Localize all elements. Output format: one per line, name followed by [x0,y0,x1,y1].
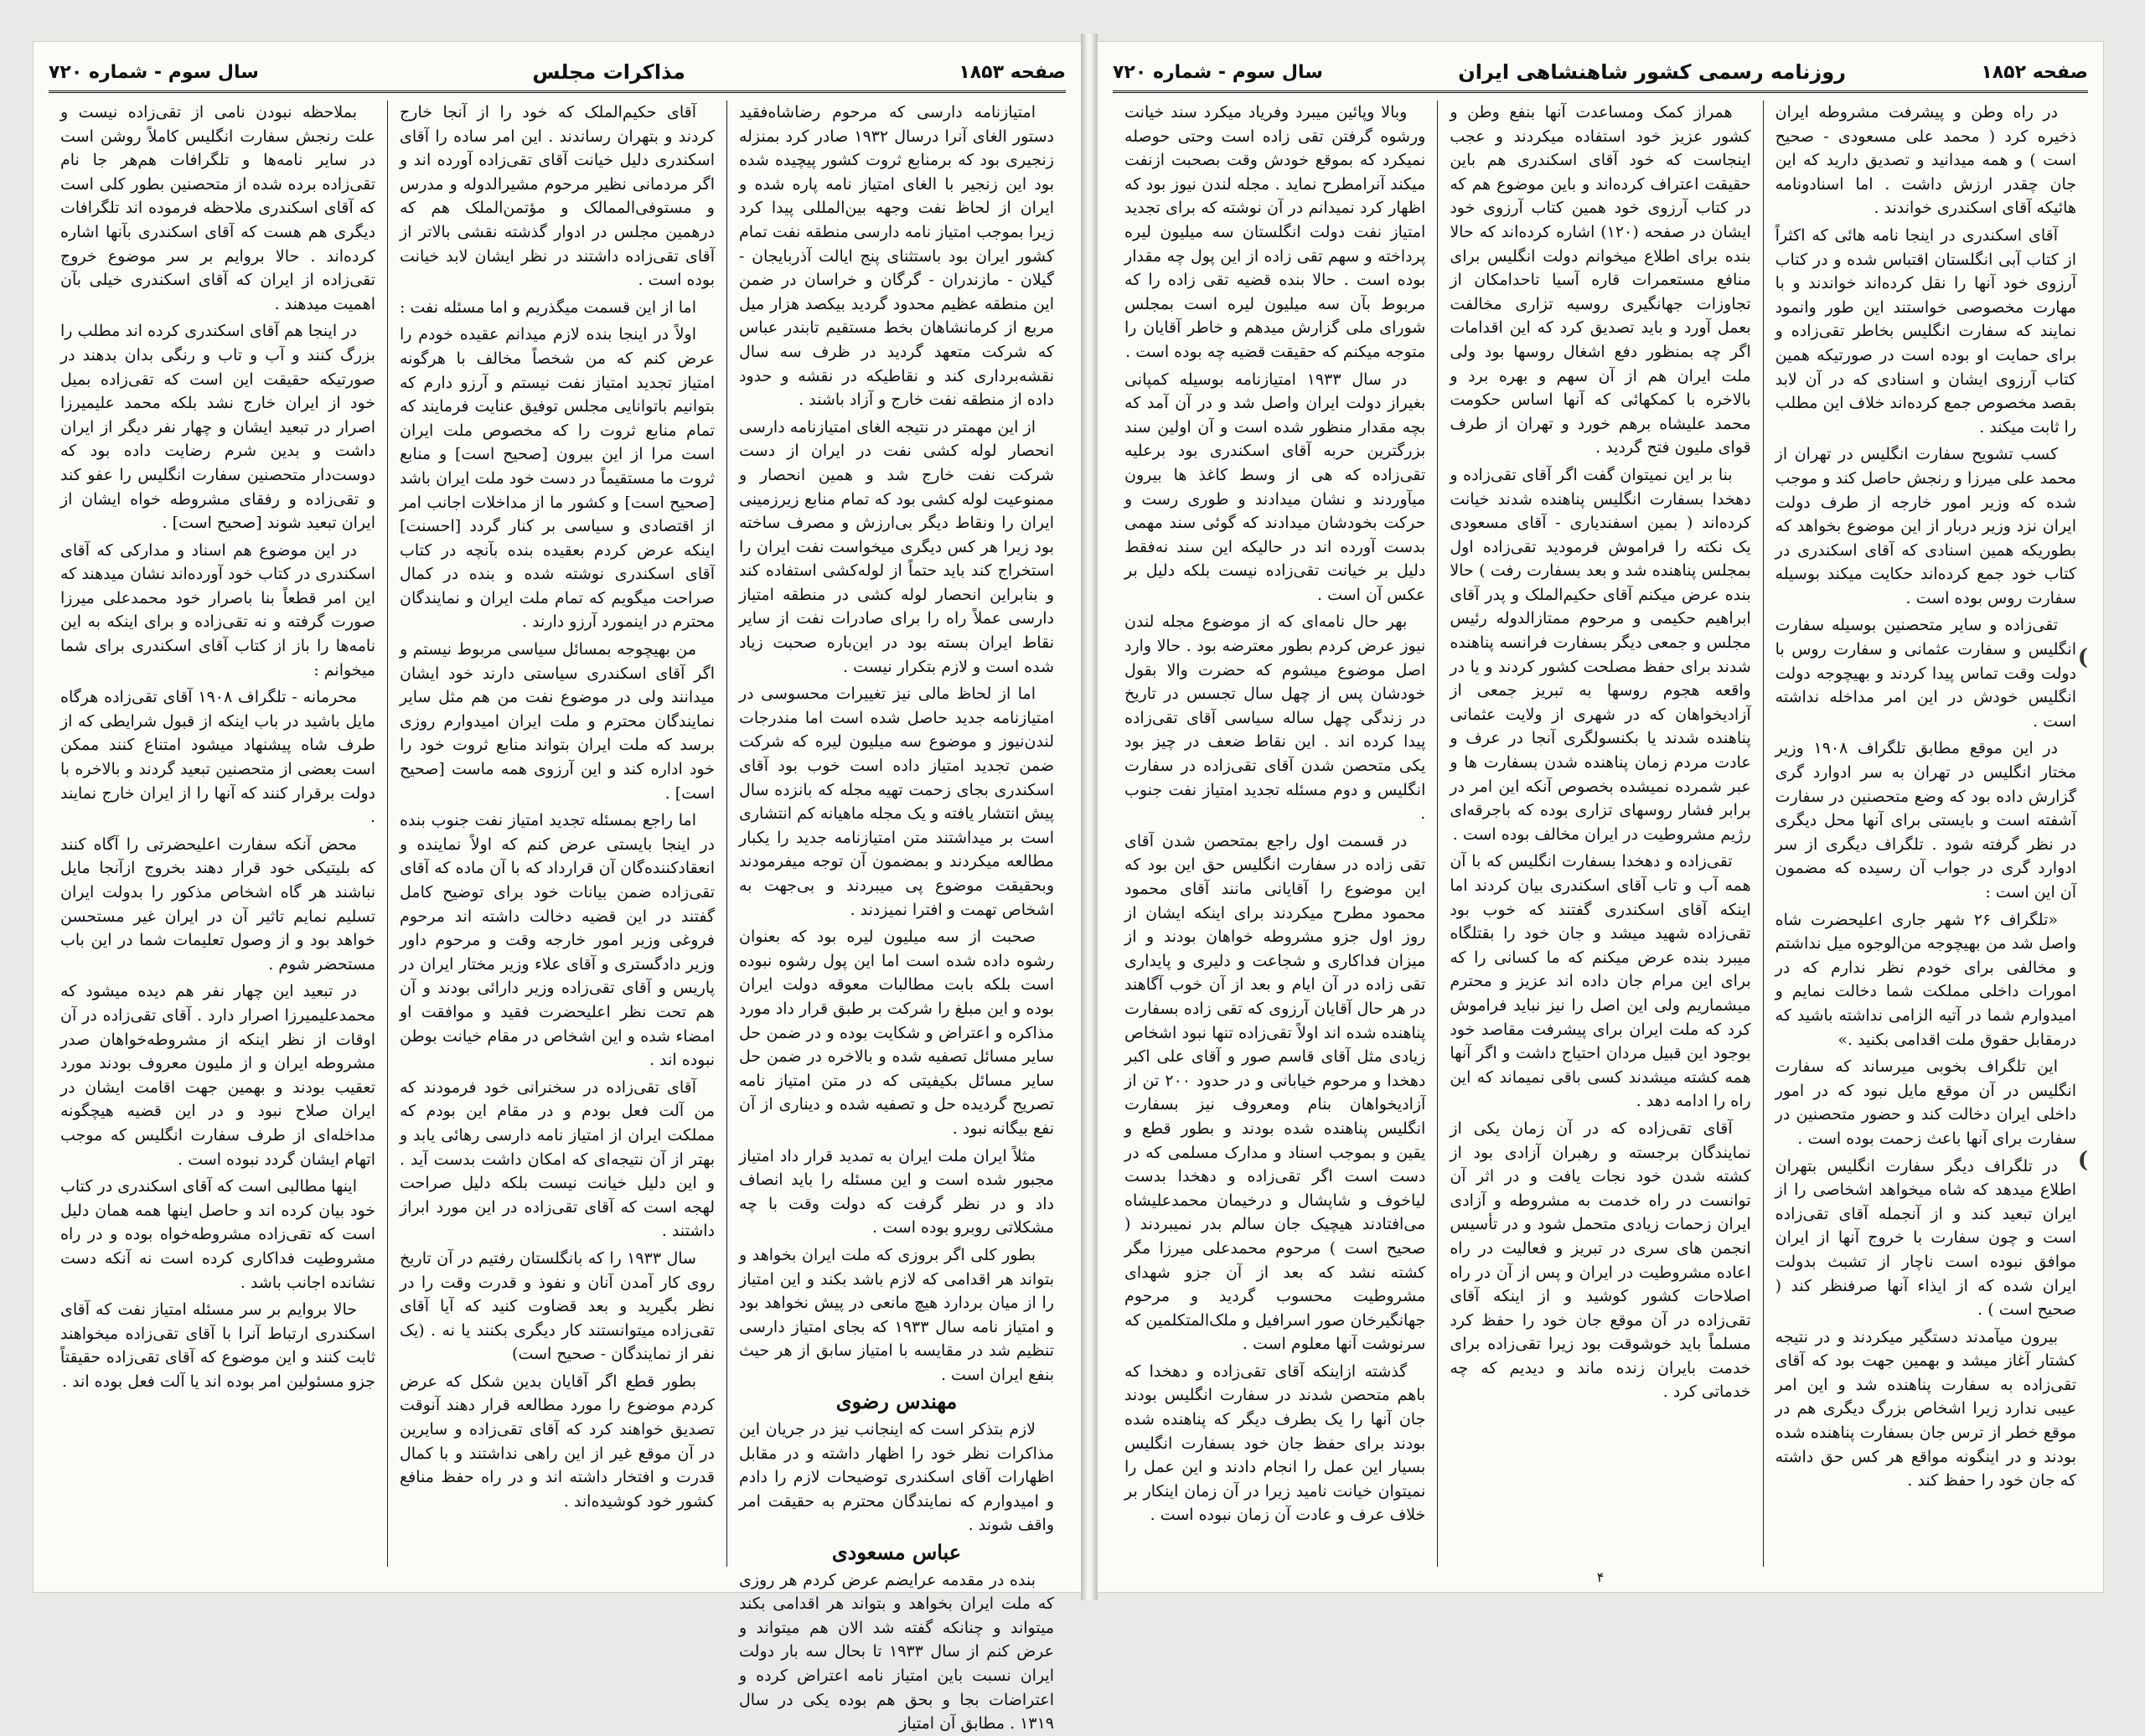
right-page [1098,42,2103,1592]
article-paragraph: اما راجع بمسئله تجدید امتیاز نفت جنوب بنده در اینجا بایستی عرض کنم که اولاً نماینده و انعقادکننده‌گان آن قرارداد که با آن ماده که آقای تقی‌زاده ضمن بیانات خود برای توضیح کامل گفتند در این قضیه دخالت داشته اند مرحوم فروغی وزیر امور خارجه وقت و مرحوم داور وزیر دادگستری و آقای علاء وزیر مختار ایران در پاریس و آقای تقی‌زاده وزیر دارائی بودند و آن هم تحت نظر اعلیحضرت فقید و موافقت او امضاء شده و این اشخاص در مقام خیانت بوطن نبوده اند . [400,811,715,1070]
left-page-header [49,54,1066,93]
right-page-number: صفحه ۱۸۵۲ [1981,61,2088,83]
article-paragraph: ‏اینها مطالبی است که آقای اسکندری در کتاب خود بیان کرده اند و حاصل اینها همه همان دلیل است که تقی‌زاده مشروطه‌خواه بوده و در راه مشروطیت فداکاری کرده است نه آنکه دست نشانده اجانب باشد . [60,1177,375,1292]
article-paragraph: من بهیچوجه بمسائل سیاسی مربوط نیستم و اگر آقای اسکندری سیاستی دارند خود ایشان میدانند ولی در موضوع نفت من هم مثل سایر نمایندگان محترم و ملت ایران امیدوارم روزی برسد که ملت ایران بتواند منابع ثروت خود را خود اداره کند و این آرزوی همه ماست [صحیح است] . [400,640,715,803]
left-page-columns [49,101,1066,1733]
article-paragraph: آقای اسکندری در اینجا نامه هائی که اکثراً از کتاب آبی انگلستان اقتباس شده و در کتاب آرزوی خود آنها را نقل کرده‌اند خواندند و با مهارت مخصوصی خواستند این طور وانمود نمایند که سفارت انگلیس بخاطر تقی‌زاده و برای حمایت او بوده است در صورتیکه همین کتاب آرزوی ایشان و اسنادی که در آن لابد بقصد مخصوص جمع کرده‌اند خلاف این مطلب را ثابت میکند . [1775,225,2076,437]
speaker-name: عباس مسعودی [831,1540,962,1565]
article-paragraph: ‏در این موقع مطابق تلگراف ۱۹۰۸ وزیر مختار انگلیس در تهران به سر ادوارد گری گزارش داده بود که وضع متحصنین در سفارت آشفته است و بایستی برای آنها محل دیگری در نظر گرفته شود . تلگراف دیگری از سر ادوارد گری در جواب آن رسیده که مضمون آن این است : [1775,739,2076,902]
article-paragraph: ‏بهر حال نامه‌ای که از موضوع مجله لندن نیوز عرض کردم بطور معترضه بود . حالا وارد اصل موضوع میشوم که حضرت والا بقول خودشان پس از چهل سال تجسس در تاریخ در زندگی چهل ساله سیاسی آقای تقی‌زاده پیدا کرده اند . این نقاط ضعف در چیز بود یکی متحصن شدن آقای تقی‌زاده در سفارت انگلیس و دوم مسئله تجدید امتیاز نفت جنوب . [1124,612,1426,824]
margin-bracket-mark: ( [2077,645,2088,670]
article-paragraph: آقای تقی‌زاده در سخنرانی خود فرمودند که من آلت فعل بودم و در مقام این بودم که مملکت ایران از امتیاز نامه دارسی رهائی یابد و بهتر از آن نتیجه‌ای که امکان داشت بدست آید . و این دلیل خیانت نیست بلکه دلیل صراحت لهجه است که آقای تقی‌زاده در این مورد ابراز داشتند . [400,1077,715,1241]
article-paragraph: ‏آقای حکیم‌الملک که خود را از آنجا خارج کردند و بتهران رساندند . این امر ساده را آقای اسکندری دلیل خیانت آقای تقی‌زاده آورده اند و اگر مردمانی نظیر مرحوم مشیرالدوله و مدرس و مستوفی‌الممالک و مؤتمن‌الملک هم که درهمین مجلس در ادوار گذشته نقشی بالاتر از آقای تقی‌زاده داشتند در نظر ایشان لابد خیانت بوده است . [400,103,715,290]
article-paragraph: اما از لحاظ مالی نیز تغییرات محسوسی در امتیازنامه جدید حاصل شده است اما مندرجات لندن‌نیوز و موضوع سه میلیون لیره که شرکت ضمن تجدید امتیاز داده است خوب بود آقای اسکندری بجای زحمت تهیه مجله که بانزده سال پیش انتشار یافته و یک مجله ماهیانه کم انتشاری است بر میداشتند متن امتیازنامه جدید را یکبار مطالعه میکردند و بمضمون آن توجه میفرمودند وبحقیقت موضوع پی میبردند و بی‌جهت به اشخاص تهمت و افترا نمیزدند . [738,685,1054,919]
article-paragraph: مثلاً ایران ملت ایران به تمدید قرار داد امتیاز مجبور شده است و این مسئله را باید انصاف داد و در نظر گرفت که دولت وقت با چه مشکلاتی روبرو بوده است . [739,1146,1054,1237]
article-paragraph: بنا بر این نمیتوان گفت اگر آقای تقی‌زاده و دهخدا بسفارت انگلیس پناهنده شدند خیانت کرده‌اند ( بمین اسفندیاری - آقای مسعودی یک نکته را فراموش فرمودید تقی‌زاده اول بمجلس پناهنده شد و بعد بسفارت رفت ) حالا بنده عرض میکنم آقای حکیم‌الملک و پدر آقای ابراهیم حکیمی و مرحوم ممتازالدوله رئیس مجلس و جمعی دیگر بسفارت فرانسه پناهنده شدند برای حفظ مصلحت کشور کردند و یا در واقعه هجوم روسها به تبریز جمعی از آزادیخواهان که در شهری از ولایت عثمانی پناهنده شدند یا بکنسولگری آنجا در عرف و عادت مردم زمان پناهنده شدن بسفارت ها و عبر شمرده نمیشده بخصوص آنکه این امر در برابر فشار روسهای تزاری بوده که باجرقه‌ای رژیم مشروطیت در ایران مخالف بوده است . [1450,465,1751,844]
article-paragraph: محض آنکه سفارت اعلیحضرتی را آگاه کنند که بلیتیکی خود قرار دهند بخروج ازآنجا مایل نباشند هر گاه اشخاص مذکور را بدولت ایران تسلیم نمایم تاثیر آن در ایران غیر مستحسن خواهد بود و از وصول تعلیمات شما در این باب مستحضر شوم . [60,834,375,974]
right-page-title: روزنامه رسمی کشور شاهنشاهی ایران [1458,60,1846,84]
article-paragraph: ‏«تلگراف ۲۶ شهر جاری اعلیحضرت شاه واصل شد من بهیچوجه من‌الوجوه میل نداشتم و مخالفی برای خودم نظر ندارم که در امورات داخلی مملکت شما دخالت نمایم و امیدوارم شما در آتیه الزامی نداشته باشید که درمقابل حقوق ملت اقدامی بکنید .» [1775,910,2076,1049]
article-paragraph: اما از این قسمت میگذریم و اما مسئله نفت : [400,297,696,317]
article-paragraph: بیرون میآمدند دستگیر میکردند و در نتیجه کشتار آغاز میشد و بهمین جهت بود که آقای تقی‌زاده به سفارت پناهنده شد و این امر عیبی ندارد زیرا اشخاص بزرگ دیگری هم در موقع خطر از ترس جان بسفارت پناهنده شده بودند و در اینگونه مواقع هر کس حق داشته که جان خود را حفظ کند . [1775,1327,2076,1491]
margin-bracket-mark: ( [2077,1148,2088,1173]
page-gutter [1081,34,1098,1600]
article-paragraph: تقی‌زاده و سایر متحصنین بوسیله سفارت انگلیس و سفارت عثمانی و سفارت روس با دولت وقت تماس پیدا کردند و بهیچوجه دولت انگلیس خودش در این امر مداخله نداشته است . [1775,616,2076,731]
article-paragraph: ‏بملاحظه نبودن نامی از تقی‌زاده نیست و علت رنجش سفارت انگلیس کاملاً روشن است در سایر نامه‌ها و تلگرافات هم‌هر جا نام تقی‌زاده برده شده از متحصنین بطور کلی است که آقای اسکندری ملاحظه فرموده اند تلگرافات دیگری هم هست که آقای اسکندری بآنها اشاره کرده‌اند . حالا بروایم بر سر موضوع خروج تقی‌زاده از ایران که آقای اسکندری خیلی بآن اهمیت میدهند . [60,103,375,313]
article-paragraph: در تلگراف دیگر سفارت انگلیس بتهران اطلاع میدهد که شاه میخواهد اشخاصی را از ایران تبعید کند و از آنجمله آقای تقی‌زاده است و چون سفارت با خروج آنها از ایران موافق نبوده است ناچار از تشبث بدولت ایران شده که از ایذاء آنها صرفنظر کند ( صحیح است ) . [1775,1156,2076,1320]
article-paragraph: ‏این تلگراف بخوبی میرساند که سفارت انگلیس در آن موقع مایل نبود که در امور داخلی ایران دخالت کند و حضور متحصنین در سفارت برای آنها باعث زحمت بوده است . [1775,1057,2076,1148]
speaker-name: مهندس رضوی [835,1389,958,1414]
article-paragraph: کسب تشویح سفارت انگلیس در تهران از محمد علی میرزا و رنجش حاصل کند و موجب شده که وزیر امور خارجه از طرف دولت ایران نزد وزیر دربار از این موضوع بخواهد که بطوریکه همین اسنادی که آقای اسکندری در کتاب خود جمع کرده‌اند حکایت میکند بوسیله سفارت روس بوده است . [1775,445,2076,607]
right-column-2 [1437,101,1762,1567]
article-paragraph: بطور قطع اگر آقایان بدین شکل که عرض کردم موضوع را مورد مطالعه قرار دهند آنوقت تصدیق خواهند کرد که آقای تقی‌زاده و سایرین در آن موقع غیر از این راهی نداشتند و با کمال قدرت و افتخار داشته اند و در راه حفظ منافع کشور خود کوشیده‌اند . [400,1372,715,1511]
article-paragraph: ‏امتیازنامه دارسی که مرحوم رضاشاه‌فقید دستور الغای آنرا درسال ۱۹۳۲ صادر کرد بمنزله زنجیری بود که برمنابع ثروت کشور پیچیده شده بود این زنجیر با الغای امتیاز نامه پاره شده و ایران از لحاظ نفت وجهه بین‌المللی پیدا کرد زیرا بموجب امتیاز نامه دارسی منطقه نفت تمام کشور ایران بود باستثنای پنج ایالت آذربایجان - گیلان - مازندران - گرگان و خراسان در ضمن این منطقه عظیم محدود گردید بیکصد هزار میل مربع از کرمانشاهان بخط مستقیم تابندر عباس که شرکت متعهد گردید در ظرف سه سال نقشه‌برداری کند و نقاطیکه در نقشه و حدود داده از منطقه نفت خارج و آزاد باشند . [739,103,1055,410]
article-paragraph: ‏وبالا وپائین میبرد وفریاد میکرد سند خیانت ورشوه گرفتن تقی زاده است وحتی حوصله نمیکرد که بموقع خودش وقت بصحبت ازنفت میکند آنرامطرح نماید . مجله لندن نیوز بود که اظهار کرد نمیدانم در آن نوشته که برای تجدید امتیاز نفت دولت انگلستان سه میلیون لیره پرداخته و سهم تقی زاده از این پول چه مقدار بوده است . حالا بنده قضیه تقی زاده را که مربوط بآن سه میلیون لیره است بمجلس شورای ملی گزارش میدهم و خاطر آقایان را متوجه میکنم که حقیقت قضیه چه بوده است . [1124,103,1426,361]
article-paragraph: ‏بطور کلی اگر بروزی که ملت ایران بخواهد و بتواند هر اقدامی که لازم باشد بکند و این امتیاز را از میان بردارد هیچ مانعی در پیش نخواهد بود و امتیاز نامه سال ۱۹۳۳ که بجای امتیاز دارسی تنظیم شد در مقایسه با امتیاز سابق از هر حیث بنفع ایران است . [739,1245,1054,1384]
left-column-1 [726,101,1066,1733]
article-paragraph: اولاً در اینجا بنده لازم میدانم عقیده خودم را عرض کنم که من شخصاً مخالف با هرگونه امتیاز تجدید امتیاز نفت نیستم و آرزو دارم که بتوانیم باتوانایی مجلس توفیق عنایت فرمایند که تمام منابع ثروت را که مخصوص ملت ایران است مرا از این بیرون [صحیح است] و منابع ثروت ما مستقیماً در دست خود ملت ایران باشد [صحیح است] و کشور ما از مداخلات اجانب امر از اقتصادی و سیاسی بر کنار گردد [احسنت] اینکه عرض کردم بعقیده بنده بآنچه در کتاب آقای اسکندری نوشته شده و بنده در کمال صراحت میگویم که تمام ملت ایران و نمایندگان محترم در اینمورد آرزو دارند . [400,325,715,632]
left-column-2 [387,101,726,1567]
right-page-columns [1113,101,2088,1567]
article-paragraph: ‏در سال ۱۹۳۳ امتیازنامه بوسیله کمپانی بغیراز دولت ایران واصل شد و در آن آمد که بچه مقدار منظور شده است و آن اولین سند بزرگترین حربه آقای اسکندری بود برعلیه تقی‌زاده که هی از وسط کاغذ ها بیرون میآوردند و نشان میدادند و طوری رست و حرکت بخودشان میدادند که گوئی سند مهمی بدست آورده اند در حالیکه این سند نه‌فقط دلیل بر خیانت تقی‌زاده نیست بلکه دلیل بر عکس آن است . [1124,369,1426,604]
right-column-1 [1763,101,2088,1567]
page-folio: ۴ [1596,1569,1605,1585]
left-page-issue: سال سوم - شماره ۷۲۰ [49,61,259,83]
article-paragraph: تقی‌زاده و دهخدا بسفارت انگلیس که با آن همه آب و تاب آقای اسکندری بیان کردند اما اینکه آقای اسکندری گفتند که خوب بود تقی‌زاده شهید میشد و جان خود را بقتلگاه میبرد بنده عرض میکنم که ما کسانی را که برای این مرام جان داده اند عزیز و محترم میشماریم ولی این اصل را نیز نباید فراموش کرد که ملت ایران برای پیشرفت مقاصد خود بوجود این قبیل مردان احتیاج داشت و اگر آنها همه کشته میشدند کسی باقی نمیماند که این راه را ادامه دهد . [1450,852,1751,1111]
article-paragraph: صحبت از سه میلیون لیره بود که بعنوان رشوه داده شده است اما این پول رشوه نبوده است بلکه بابت مطالبات معوقه دولت ایران بوده و این مبلغ را شرکت بر طبق قرار داد مورد مذاکره و اعتراض و شکایت بوده و در ضمن حل سایر مسائل تصفیه شده و بالاخره در ضمن حل سایر مسائل بکیفیتی که در متن امتیاز نامه تصریح گردیده حل و تصفیه شده و دیناری از آن نفع بیگانه نبود . [739,927,1054,1138]
article-paragraph: سال ۱۹۳۳ را که بانگلستان رفتیم در آن تاریخ روی کار آمدن آنان و نفوذ و قدرت وقت را در نظر بگیرید و بعد قضاوت کنید که آیا آقای تقی‌زاده میتوانستند کار دیگری بکنند یا نه . (یک نفر از نمایندگان - صحیح است) [400,1248,715,1364]
article-paragraph: ‏محرمانه - تلگراف ۱۹۰۸ آقای تقی‌زاده هرگاه مایل باشید در باب اینکه از قبول شرایطی که از طرف شاه پیشنهاد میشود امتناع کنند ممکن است بعضی از متحصنین تبعید گردند و بالاخره با دولت برقرار کنند که آنها را از ایران خارج نمایند . [60,688,375,827]
article-paragraph: از این مهمتر در نتیجه الغای امتیازنامه دارسی انحصار لوله کشی نفت در ایران از دست شرکت نفت خارج شد و همین انحصار و ممنوعیت لوله کشی بود که تمام منابع زیرزمینی ایران را ونقاط دیگر بی‌ارزش و مصرف ساخته بود زیرا هر کس دیگری میخواست نفت ایران را استخراج کند باید حتماً از لوله‌کشی استفاده کند و بنابراین انحصار لوله کشی در منطقه امتیاز دارسی عملاً راه را برای صادرات نفت از سایر نقاط ایران بسته بود در این‌باره صحبت زیاد شده است و لازم بتکرار نیست . [739,417,1054,676]
article-paragraph: ‏همراز کمک ومساعدت آنها بنفع وطن و کشور عزیز خود استفاده میکردند و عجب اینجاست که خود آقای اسکندری هم باین حقیقت اعتراف کرده‌اند و باین موضوع هم که در کتاب آرزوی خود همین کتاب آرزوی خود ایشان در صفحه (۱۲۰) اشاره کرده‌اند که حالا بنده برای اطلاع میخوانم دولت انگلیس برای منافع مستعمرات قاره آسیا تاحدامکان از تجاوزات جهانگیری روسیه تزاری مخالفت بعمل آورد و باید تصدیق کرد که این اقدامات اگر چه بمنظور دفع اشغال روسها بود ولی ملت ایران هم از آن سهم و بهره برد و بالاخره با کمکهائی که آنها اساس حکومت محمد علیشاه برهم خورد و تهران از طرف قوای ملیون فتح گردید . [1450,103,1751,457]
left-column-3 [49,101,387,1567]
left-page-title: مذاکرات مجلس [532,60,685,84]
left-page [34,42,1081,1733]
article-paragraph: ‏در قسمت اول راجع بمتحصن شدن آقای تقی زاده در سفارت انگلیس حق این بود که این موضوع را آقایانی مانند آقای محمود محمود مطرح میکردند برای اینکه ایشان از روز اول جزو مشروطه خواهان بودند و از میزان فداکاری و شجاعت و دلیری و پایداری تقی زاده در آن ایام و بعد از آن خوب آگاهند در هر حال آقایان آرزوی که تقی زاده بسفارت پناهنده شده اند اولاً تقی‌زاده تنها نبود اشخاص زیادی مثل آقای قاسم صور و آقای علی اکبر دهخدا و مرحوم خیابانی و در حدود ۲۰۰ تن از آزادیخواهان بنام ومعروف نیز بسفارت انگلیس پناهنده شده بودند و بطور قطع و یقین و بموجب اسناد و مدارک مسلمی که در دست است اگر تقی‌زاده و دهخدا بدست لیاخوف و شاپشال و درخیمان محمدعلیشاه می‌افتادند هیچیک جان سالم بدر نمیبردند ( صحیح است ) مرحوم محمدعلی میرزا مگر کشته نشد که بعد از آن جزو شهدای مشروطیت محسوب گردید و مرحوم جهانگیرخان صور اسرافیل و ملک‌المتکلمین که سرنوشت آنها معلوم است . [1124,831,1426,1354]
right-page-issue: سال سوم - شماره ۷۲۰ [1113,61,1323,83]
left-page-number: صفحه ۱۸۵۳ [959,61,1066,83]
article-paragraph: ‏در راه وطن و پیشرفت مشروطه ایران ذخیره کرد ( محمد علی مسعودی - صحیح است ) و همه میدانید و تصدیق دارید که این جان چقدر ارزش داشت . اما اسنادونامه هائیکه آقای اسکندری خواندند . [1775,103,2076,218]
article-paragraph: ‏لازم بتذکر است که اینجانب نیز در جریان این مذاکرات نظر خود را اظهار داشته و در مقابل اظهارات آقای اسکندری توضیحات لازم را دادم و امیدوارم که نمایندگان محترم به حقیقت امر واقف شوند . [739,1420,1054,1535]
article-paragraph: آقای تقی‌زاده که در آن زمان یکی از نمایندگان برجسته و رهبران آزادی بود از کشته شدن خود نجات یافت و در اثر آن توانست در راه خدمت به مشروطه و آزادی ایران زحمات زیادی متحمل شود و در تأسیس انجمن های سری در تبریز و فعالیت در راه اعاده مشروطیت در ایران و پس از آن در راه اصلاحات کشور کوشید و از اینکه آقای تقی‌زاده در آن موقع جان خود را حفظ کرد مسلماً باید خوشوقت بود زیرا تقی‌زاده برای خدمت بایران زنده ماند و دیدیم که چه خدماتی کرد . [1450,1119,1751,1402]
article-paragraph: در این موضوع هم اسناد و مدارکی که آقای اسکندری در کتاب خود آورده‌اند نشان میدهند که این امر قطعاً بنا باصرار خود محمدعلی میرزا صورت گرفته و نه تقی‌زاده و برای اینکه به این نامه‌ها را باز از کتاب آقای اسکندری برای شما میخوانم : [60,540,375,679]
article-paragraph: حالا بروایم بر سر مسئله امتیاز نفت که آقای اسکندری ارتباط آنرا با آقای تقی‌زاده میخواهند ثابت کنند و این موضوع که آقای تقی‌زاده حقیقتاً جزو مسئولین امر بوده اند یا آلت فعل بوده اند . [60,1300,375,1391]
right-column-3 [1113,101,1437,1567]
right-page-header [1113,54,2088,93]
article-paragraph: بنده در مقدمه عرایضم عرض کردم هر روزی که ملت ایران بخواهد و بتواند هر اقدامی بکند میتواند و چنانکه گفته شد الان هم میتواند و عرض کنم از سال ۱۹۳۳ تا بحال سه بار دولت ایران نسبت باین امتیاز نامه اعتراض کرده و اعتراضات بجا و بحق هم بوده یکی در سال ۱۳۱۹ . مطابق آن امتیاز [739,1570,1054,1733]
article-paragraph: در اینجا هم آقای اسکندری کرده اند مطلب را بزرگ کنند و آب و تاب و رنگی بدان بدهند در صورتیکه حقیقت این است که تقی‌زاده بمیل خود از ایران خارج نشد بلکه محمد علیمیرزا اصرار در تبعید ایشان و چهار نفر دیگر از ایران داشت و بدین شرم رضایت داده بود که دوست‌دار متحصنین سفارت انگلیس را عفو کند و تقی‌زاده و رفقای مشروطه خواه ایشان از ایران تبعید شوند [صحیح است] . [60,322,375,533]
article-paragraph: در تبعید این چهار نفر هم دیده میشود که محمدعلیمیرزا اصرار دارد . آقای تقی‌زاده در آن اوقات از نظر اینکه از مشروطه‌خواهان صدر مشروطه ایران و از ملیون معروف بودند مورد تعقیب بودند و بهمین جهت اقامت ایشان در ایران صلاح نبود و در این قضیه هیچگونه مداخله‌ای از طرف سفارت انگلیس که موجب اتهام ایشان گردد نبوده است . [60,982,375,1169]
article-paragraph: ‏گذشته ازاینکه آقای تقی‌زاده و دهخدا که باهم متحصن شدند در سفارت انگلیس بودند جان آنها را یک بطرف دیگر که پناهنده شده بودند برای حفظ جان خود بسفارت انگلیس بسیار این عمل را انجام دادند و این عمل را نمیتوان خیانت نامید زیرا در آن زمان اینکار بر خلاف عرف و عادت آن زمان نبوده است . [1124,1361,1426,1525]
